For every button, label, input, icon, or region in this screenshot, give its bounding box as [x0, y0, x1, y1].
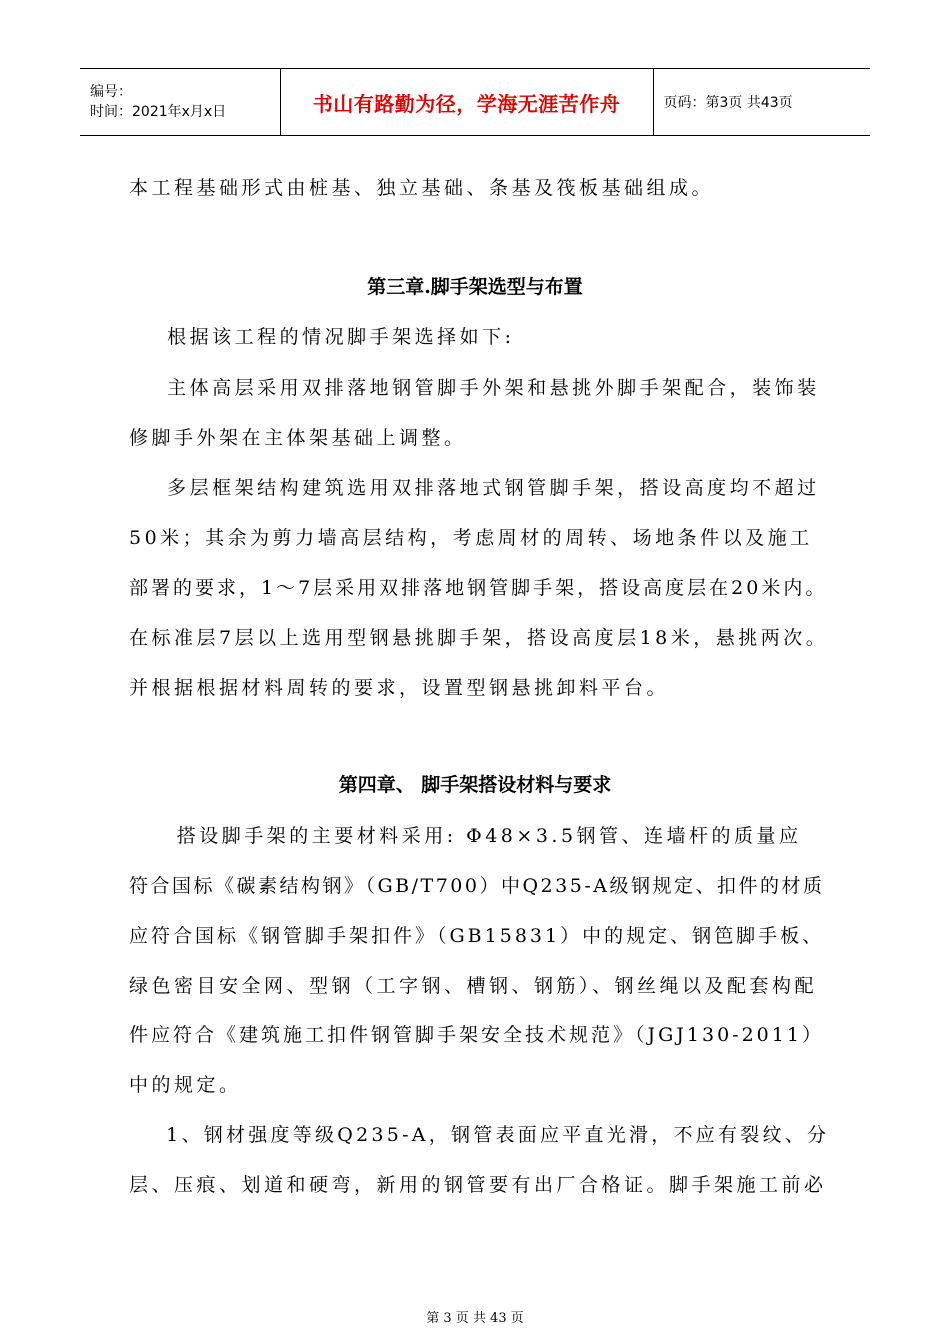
- text-line: 并根据根据材料周转的要求，设置型钢悬挑卸料平台。: [129, 677, 670, 699]
- chapter-3-title: 第三章.脚手架选型与布置: [367, 276, 583, 298]
- text-line: 应符合国标《钢管脚手架扣件》（GB15831）中的规定、钢笆脚手板、: [129, 925, 825, 947]
- text-line: 部署的要求，1～7层采用双排落地钢管脚手架，搭设高度层在20米内。: [129, 577, 828, 599]
- text-line: 修脚手外架在主体架基础上调整。: [129, 427, 467, 449]
- text-line: 1、钢材强度等级Q235-A，钢管表面应平直光滑，不应有裂纹、分: [129, 1124, 830, 1146]
- text-line: 多层框架结构建筑选用双排落地式钢管脚手架，搭设高度均不超过: [129, 477, 820, 499]
- page-footer: 第 3 页 共 43 页: [426, 1311, 524, 1326]
- header-meta-cell: [80, 69, 280, 136]
- text-line: 件应符合《建筑施工扣件钢管脚手架安全技术规范》（JGJ130-2011）: [129, 1024, 824, 1046]
- text-line: 层、压痕、划道和硬弯，新用的钢管要有出厂合格证。脚手架施工前必: [129, 1174, 827, 1196]
- page-header: [80, 68, 870, 136]
- text-line: 主体高层采用双排落地钢管脚手外架和悬挑外脚手架配合，装饰装: [129, 377, 820, 399]
- document-date-label: 时间：2021年x月x日: [90, 104, 227, 120]
- text-line: 搭设脚手架的主要材料采用: Φ48×3.5钢管、连墙杆的质量应: [129, 825, 802, 847]
- text-line: 中的规定。: [129, 1074, 242, 1096]
- text-line: 绿色密目安全网、型钢（工字钢、槽钢、钢筋）、钢丝绳以及配套构配: [129, 975, 818, 997]
- document-number-label: 编号：: [90, 84, 132, 100]
- text-line: 在标准层7层以上选用型钢悬挑脚手架，搭设高度层18米，悬挑两次。: [129, 627, 829, 649]
- chapter-4-title: 第四章、 脚手架搭设材料与要求: [338, 774, 612, 796]
- intro-paragraph: 本工程基础形式由桩基、独立基础、条基及筏板基础组成。: [129, 177, 715, 199]
- text-line: 符合国标《碳素结构钢》（GB/T700）中Q235-A级钢规定、扣件的材质: [129, 875, 825, 897]
- text-line: 50米；其余为剪力墙高层结构，考虑周材的周转、场地条件以及施工: [129, 527, 813, 549]
- header-page-info: 页码：第3页 共43页: [653, 69, 870, 136]
- header-motto: 书山有路勤为径，学海无涯苦作舟: [280, 69, 653, 136]
- text-line: 根据该工程的情况脚手架选择如下:: [129, 326, 515, 348]
